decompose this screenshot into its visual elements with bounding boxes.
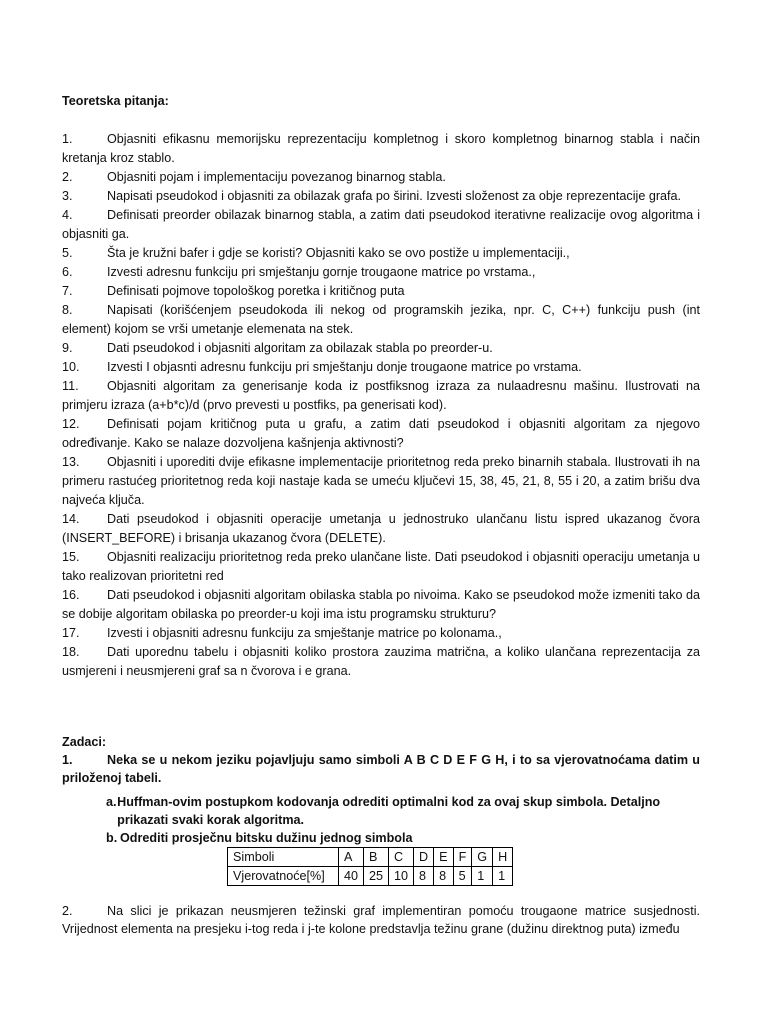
question-item — [62, 510, 700, 548]
question-number: 12. — [62, 417, 80, 431]
question-item — [62, 339, 700, 358]
symbol-cell: A — [339, 848, 364, 867]
question-number: 11. — [62, 379, 79, 393]
probability-cell: 10 — [389, 867, 414, 886]
probability-cell: 8 — [414, 867, 434, 886]
task-1-item-b-text: Odrediti prosječnu bitsku dužinu jednog simbola — [120, 831, 413, 845]
probability-cell: 1 — [472, 867, 493, 886]
symbol-cell: D — [414, 848, 434, 867]
symbol-cell: H — [493, 848, 513, 867]
question-number: 6. — [62, 265, 73, 279]
task-1-text: Neka se u nekom jeziku pojavljuju samo simboli A B C D E F G H, i to sa vjerovatnoćama datim u priloženoj tabeli. — [62, 753, 700, 785]
question-item — [62, 377, 700, 415]
task-1-item-a-text: Huffman-ovim postupkom kodovanja odrediti optimalni kod za ovaj skup simbola. Detaljno prikazati svaki korak algoritma. — [117, 795, 661, 827]
question-text: Objasniti algoritam za generisanje koda iz postfiksnog izraza za nulaadresnu mašinu. Ilustrovati na primjeru izraza (a+b*c)/d (prvo prevesti u postfiks, pa generisati kod). — [62, 379, 700, 412]
symbol-cell: B — [364, 848, 389, 867]
question-item — [62, 415, 700, 453]
question-item — [62, 206, 700, 244]
question-number: 17. — [62, 626, 80, 640]
question-item — [62, 358, 700, 377]
task-2-text: Na slici je prikazan neusmjeren težinski graf implementiran pomoću trougaone matrice susjednosti. Vrijednost elementa na presjeku i-tog reda i j-te kolone predstavlja težinu grane (dužinu direktnog puta) između — [62, 904, 700, 936]
question-number: 5. — [62, 246, 73, 260]
tasks-heading: Zadaci: — [62, 735, 107, 749]
question-item — [62, 643, 700, 681]
task-1-subitems — [106, 793, 700, 847]
probability-cell: 25 — [364, 867, 389, 886]
question-text: Šta je kružni bafer i gdje se koristi? Objasniti kako se ovo postiže u implementaciji., — [107, 246, 570, 260]
question-item — [62, 187, 700, 206]
question-text: Definisati pojmove topološkog poretka i kritičnog puta — [107, 284, 405, 298]
question-text: Definisati preorder obilazak binarnog stabla, a zatim dati pseudokod iterativne realizacije ovog algoritma i objasniti ga. — [62, 208, 700, 241]
question-text: Objasniti realizaciju prioritetnog reda preko ulančane liste. Dati pseudokod i objasniti operaciju umetanja u tako realizovan prioritetni red — [62, 550, 700, 583]
symbols-label: Simboli — [228, 848, 339, 867]
symbol-cell: E — [434, 848, 453, 867]
symbol-cell: F — [453, 848, 472, 867]
task-2 — [62, 902, 700, 938]
question-text: Objasniti efikasnu memorijsku reprezentaciju kompletnog i skoro kompletnog binarnog stabla i način kretanja kroz stablo. — [62, 132, 700, 165]
theory-section — [62, 92, 700, 681]
symbol-cell: G — [472, 848, 493, 867]
question-text: Dati uporednu tabelu i objasniti koliko prostora zauzima matrična, a koliko ulančana reprezentacija za usmjereni i neusmjereni graf sa n čvorova i e grana. — [62, 645, 700, 678]
probabilities-row — [228, 867, 513, 886]
question-number: 15. — [62, 550, 80, 564]
task-1 — [62, 751, 700, 787]
question-number: 4. — [62, 208, 73, 222]
question-number: 13. — [62, 455, 80, 469]
probability-table — [227, 847, 513, 886]
task-1-item-a: a. Huffman-ovim postupkom kodovanja odrediti optimalni kod za ovaj skup simbola. Detaljno prikazati svaki korak algoritma. — [106, 793, 700, 829]
question-list — [62, 130, 700, 681]
question-number: 2. — [62, 170, 73, 184]
question-text: Napisati pseudokod i objasniti za obilazak grafa po širini. Izvesti složenost za obje reprezentacije grafa. — [107, 189, 682, 203]
task-2-number: 2. — [62, 904, 73, 918]
question-number: 18. — [62, 645, 80, 659]
probability-cell: 8 — [434, 867, 453, 886]
question-text: Dati pseudokod i objasniti operacije umetanja u jednostruko ulančanu listu ispred ukazanog čvora (INSERT_BEFORE) i brisanja ukazanog čvora (DELETE). — [62, 512, 700, 545]
question-number: 10. — [62, 360, 80, 374]
question-number: 8. — [62, 303, 73, 317]
question-text: Izvesti I objasnti adresnu funkciju pri smještanju donje trougaone matrice po vrstama. — [107, 360, 582, 374]
question-text: Napisati (korišćenjem pseudokoda ili nekog od programskih jezika, npr. C, C++) funkciju push (int element) kojom se vrši umetanje elemenata na stek. — [62, 303, 700, 336]
question-item — [62, 244, 700, 263]
tasks-section — [62, 733, 700, 938]
question-item — [62, 548, 700, 586]
question-number: 14. — [62, 512, 80, 526]
question-text: Dati pseudokod i objasniti algoritam obilaska stabla po nivoima. Kako se pseudokod može izmeniti tako da se dobije algoritam obilaska po preorder-u koji ima istu programsku strukturu? — [62, 588, 700, 621]
question-item — [62, 624, 700, 643]
question-item — [62, 263, 700, 282]
task-1-item-b: b. Odrediti prosječnu bitsku dužinu jednog simbola — [106, 831, 413, 845]
question-item — [62, 130, 700, 168]
question-text: Objasniti pojam i implementaciju povezanog binarnog stabla. — [107, 170, 446, 184]
question-number: 1. — [62, 132, 73, 146]
task-1-number: 1. — [62, 753, 73, 767]
theory-heading: Teoretska pitanja: — [62, 94, 169, 108]
question-text: Objasniti i uporediti dvije efikasne implementacije prioritetnog reda preko binarnih stabala. Ilustrovati ih na primeru rastućeg prioritetnog reda koji nastaje kada se umeću ključevi 15, 38, 45, 21, 8, 55 i 20, a zatim brišu dva najveća ključa. — [62, 455, 700, 507]
symbols-row — [228, 848, 513, 867]
question-item — [62, 453, 700, 510]
probability-cell: 40 — [339, 867, 364, 886]
question-item — [62, 168, 700, 187]
question-text: Izvesti adresnu funkciju pri smještanju gornje trougaone matrice po vrstama., — [107, 265, 536, 279]
question-text: Dati pseudokod i objasniti algoritam za obilazak stabla po preorder-u. — [107, 341, 493, 355]
question-number: 3. — [62, 189, 73, 203]
question-text: Izvesti i objasniti adresnu funkciju za smještanje matrice po kolonama., — [107, 626, 502, 640]
question-item — [62, 301, 700, 339]
probabilities-label: Vjerovatnoće[%] — [228, 867, 339, 886]
question-number: 16. — [62, 588, 80, 602]
question-text: Definisati pojam kritičnog puta u grafu, a zatim dati pseudokod i objasniti algoritam za njegovo određivanje. Kako se nalaze dozvoljena kašnjenja aktivnosti? — [62, 417, 700, 450]
question-item — [62, 282, 700, 301]
question-number: 9. — [62, 341, 73, 355]
question-item — [62, 586, 700, 624]
symbol-cell: C — [389, 848, 414, 867]
probability-cell: 1 — [493, 867, 513, 886]
question-number: 7. — [62, 284, 73, 298]
probability-cell: 5 — [453, 867, 472, 886]
